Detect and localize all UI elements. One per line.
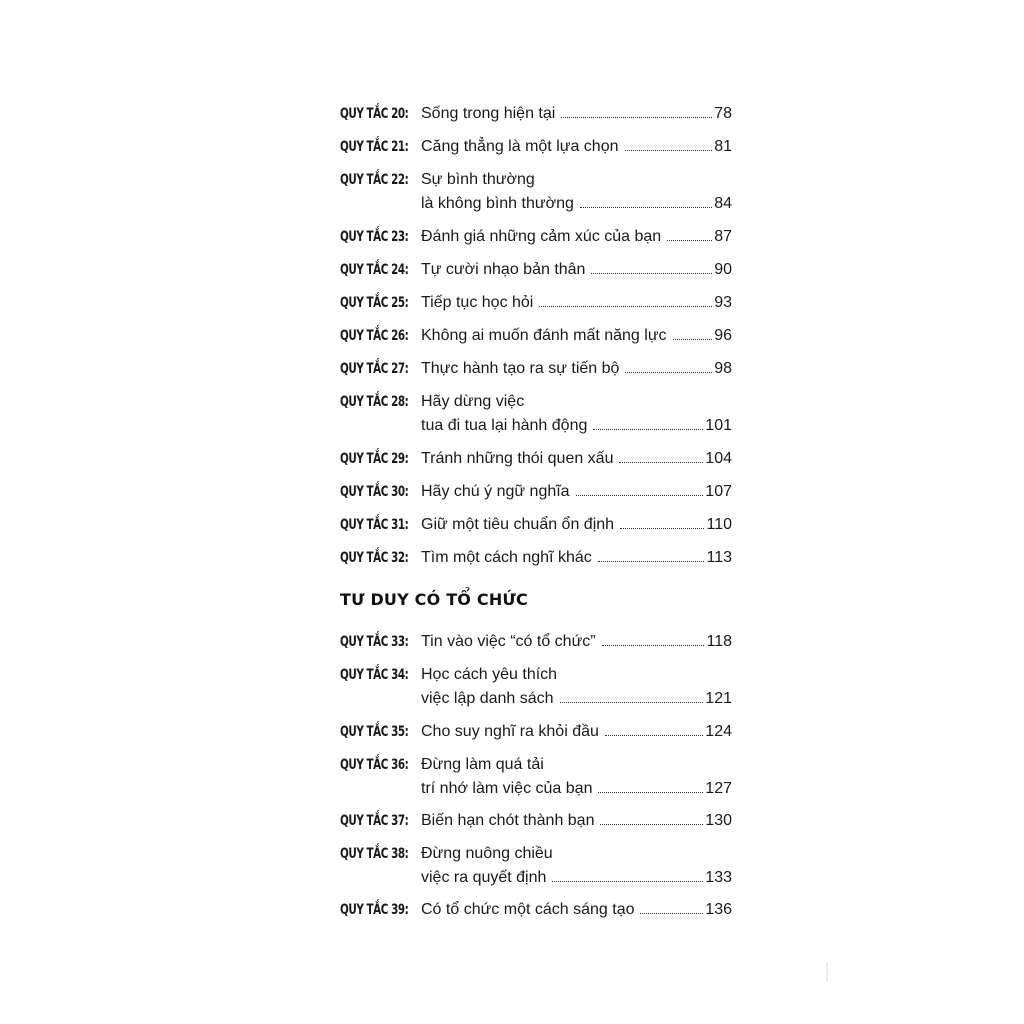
entry-title: Tránh những thói quen xấu — [421, 450, 614, 467]
entry-title-first-line: Học cách yêu thích — [421, 666, 558, 683]
dot-leader — [576, 485, 704, 496]
page-number: 133 — [705, 869, 732, 886]
dot-leader — [667, 230, 712, 241]
entry-title-line — [421, 105, 732, 123]
dot-leader — [600, 814, 703, 825]
dot-leader — [598, 551, 705, 562]
rule-label: QUY TẮC 30: — [340, 484, 409, 500]
entry-title-first-line: Đừng nuông chiều — [421, 845, 553, 862]
rule-label: QUY TẮC 34: — [340, 667, 409, 683]
rule-label: QUY TẮC 25: — [340, 295, 409, 311]
page-number: 87 — [714, 228, 732, 245]
page-number: 136 — [705, 901, 732, 918]
page-number: 81 — [714, 138, 732, 155]
rule-label: QUY TẮC 33: — [340, 634, 409, 650]
page-number: 127 — [705, 780, 732, 797]
entry-title: tua đi tua lại hành động — [421, 417, 588, 434]
entry-title-first-line: Sự bình thường — [421, 171, 535, 188]
entry-title: Tự cười nhạo bản thân — [421, 261, 586, 278]
page-number: 101 — [705, 417, 732, 434]
toc-entry-rule-38 — [340, 846, 732, 906]
entry-title-line — [421, 780, 732, 798]
entry-title-line — [421, 690, 732, 708]
entry-title: việc lập danh sách — [421, 690, 554, 707]
page-number: 84 — [714, 195, 732, 212]
entry-title-line — [421, 869, 732, 887]
entry-title: trí nhớ làm việc của bạn — [421, 780, 593, 797]
entry-title-line — [421, 261, 732, 279]
page-number: 130 — [705, 812, 732, 829]
entry-title-line — [421, 327, 732, 345]
dot-leader — [602, 635, 705, 646]
rule-label: QUY TẮC 24: — [340, 262, 409, 278]
page-number: 121 — [705, 690, 732, 707]
entry-title: Giữ một tiêu chuẩn ổn định — [421, 516, 615, 533]
entry-title: Hãy chú ý ngữ nghĩa — [421, 483, 570, 500]
dot-leader — [593, 419, 703, 430]
rule-label: QUY TẮC 27: — [340, 361, 409, 377]
page-number: 78 — [714, 105, 732, 122]
rule-label: QUY TẮC 21: — [340, 139, 409, 155]
dot-leader — [561, 107, 712, 118]
entry-title-line — [421, 195, 732, 213]
entry-title-line — [421, 450, 732, 468]
toc-entry-rule-36 — [340, 757, 732, 817]
entry-title: là không bình thường — [421, 195, 574, 212]
entry-title-line — [421, 360, 732, 378]
toc-entry-rule-34 — [340, 667, 732, 727]
entry-title-line — [421, 901, 732, 919]
entry-title-line — [421, 812, 732, 830]
rule-label: QUY TẮC 39: — [340, 902, 409, 918]
page-number: 118 — [706, 633, 732, 650]
entry-title: Căng thẳng là một lựa chọn — [421, 138, 619, 155]
rule-label: QUY TẮC 28: — [340, 394, 409, 410]
page-number: 90 — [714, 261, 732, 278]
dot-leader — [673, 329, 713, 340]
entry-title-line — [421, 633, 732, 651]
page-number: 124 — [705, 723, 732, 740]
page-number: 110 — [706, 516, 732, 533]
page-number: 96 — [714, 327, 732, 344]
dot-leader — [625, 362, 712, 373]
rule-label: QUY TẮC 37: — [340, 813, 409, 829]
entry-title-first-line: Hãy dừng việc — [421, 393, 525, 410]
entry-title: Không ai muốn đánh mất năng lực — [421, 327, 667, 344]
dot-leader — [640, 903, 703, 914]
page-number: 104 — [705, 450, 732, 467]
dot-leader — [539, 296, 712, 307]
entry-title: việc ra quyết định — [421, 869, 547, 886]
page-number: 107 — [705, 483, 732, 500]
rule-label: QUY TẮC 20: — [340, 106, 409, 122]
entry-title: Tìm một cách nghĩ khác — [421, 549, 592, 566]
page-number: 98 — [714, 360, 732, 377]
paper-mark — [826, 962, 828, 982]
rule-label: QUY TẮC 38: — [340, 846, 409, 862]
toc-entry-rule-22 — [340, 172, 732, 232]
dot-leader — [619, 452, 703, 463]
dot-leader — [625, 140, 713, 151]
dot-leader — [620, 518, 704, 529]
entry-title: Biến hạn chót thành bạn — [421, 812, 595, 829]
entry-title-line — [421, 294, 732, 312]
entry-title: Thực hành tạo ra sự tiến bộ — [421, 360, 620, 377]
dot-leader — [605, 725, 703, 736]
rule-label: QUY TẮC 36: — [340, 757, 409, 773]
entry-title-line — [421, 549, 732, 567]
entry-title: Tiếp tục học hỏi — [421, 294, 534, 311]
dot-leader — [591, 263, 712, 274]
entry-title: Có tổ chức một cách sáng tạo — [421, 901, 635, 918]
dot-leader — [598, 782, 703, 793]
rule-label: QUY TẮC 26: — [340, 328, 409, 344]
rule-label: QUY TẮC 35: — [340, 724, 409, 740]
entry-title-line — [421, 417, 732, 435]
rule-label: QUY TẮC 32: — [340, 550, 409, 566]
dot-leader — [560, 692, 704, 703]
dot-leader — [552, 871, 703, 882]
entry-title-line — [421, 516, 732, 534]
entry-title-line — [421, 483, 732, 501]
page-number: 93 — [714, 294, 732, 311]
entry-title-first-line: Đừng làm quá tải — [421, 756, 544, 773]
entry-title: Sống trong hiện tại — [421, 105, 556, 122]
entry-title: Cho suy nghĩ ra khỏi đầu — [421, 723, 599, 740]
entry-title: Đánh giá những cảm xúc của bạn — [421, 228, 662, 245]
toc-entry-rule-28 — [340, 394, 732, 454]
rule-label: QUY TẮC 23: — [340, 229, 409, 245]
section-heading: TƯ DUY CÓ TỔ CHỨC — [340, 590, 528, 609]
entry-title-line — [421, 138, 732, 156]
entry-title: Tin vào việc “có tổ chức” — [421, 633, 596, 650]
toc-entry-rule-39 — [340, 902, 732, 962]
rule-label: QUY TẮC 22: — [340, 172, 409, 188]
rule-label: QUY TẮC 29: — [340, 451, 409, 467]
entry-title-line — [421, 723, 732, 741]
rule-label: QUY TẮC 31: — [340, 517, 409, 533]
entry-title-line — [421, 228, 732, 246]
page-number: 113 — [706, 549, 732, 566]
dot-leader — [580, 197, 712, 208]
